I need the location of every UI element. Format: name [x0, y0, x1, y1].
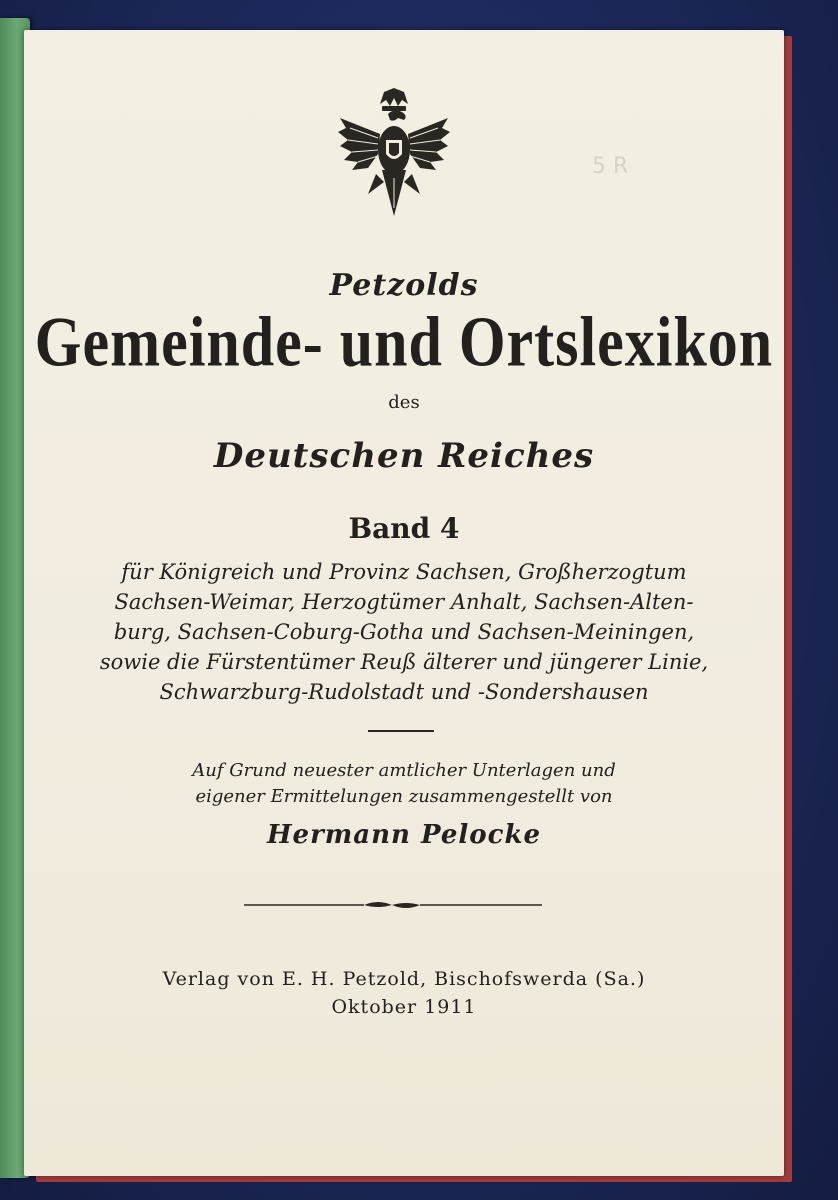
- title-page: [24, 30, 784, 1176]
- scope-line: Sachsen-Weimar, Herzogtümer Anhalt, Sachsen-Alten-: [114, 590, 694, 614]
- publisher-imprint: Verlag von E. H. Petzold, Bischofswerda (Sa.): [162, 968, 646, 990]
- compilation-note-line: eigener Ermittelungen zusammengestellt von: [195, 786, 613, 807]
- author-name: Hermann Pelocke: [266, 820, 542, 850]
- publication-date: Oktober 1911: [331, 996, 477, 1018]
- compilation-note-line: Auf Grund neuester amtlicher Unterlagen und: [192, 760, 616, 781]
- main-title: Gemeinde- und Ortslexikon: [34, 303, 774, 382]
- publisher-title: Petzolds: [329, 268, 479, 303]
- title-page-content: [24, 30, 784, 1176]
- scope-line: sowie die Fürstentümer Reuß älterer und jüngerer Linie,: [99, 650, 709, 674]
- scope-line: burg, Sachsen-Coburg-Gotha und Sachsen-Meiningen,: [113, 620, 695, 644]
- scope-line: Schwarzburg-Rudolstadt und -Sondershausen: [159, 680, 649, 704]
- subtitle-reich: Deutschen Reiches: [213, 436, 595, 476]
- title-preposition: des: [388, 392, 420, 413]
- ornamental-rule: [244, 898, 542, 912]
- pencil-annotation: 5 R: [592, 154, 629, 179]
- imperial-eagle-icon: [338, 88, 450, 218]
- scope-line: für Königreich und Provinz Sachsen, Großherzogtum: [121, 560, 687, 584]
- volume-label: Band 4: [348, 512, 460, 545]
- divider-rule: [368, 730, 434, 732]
